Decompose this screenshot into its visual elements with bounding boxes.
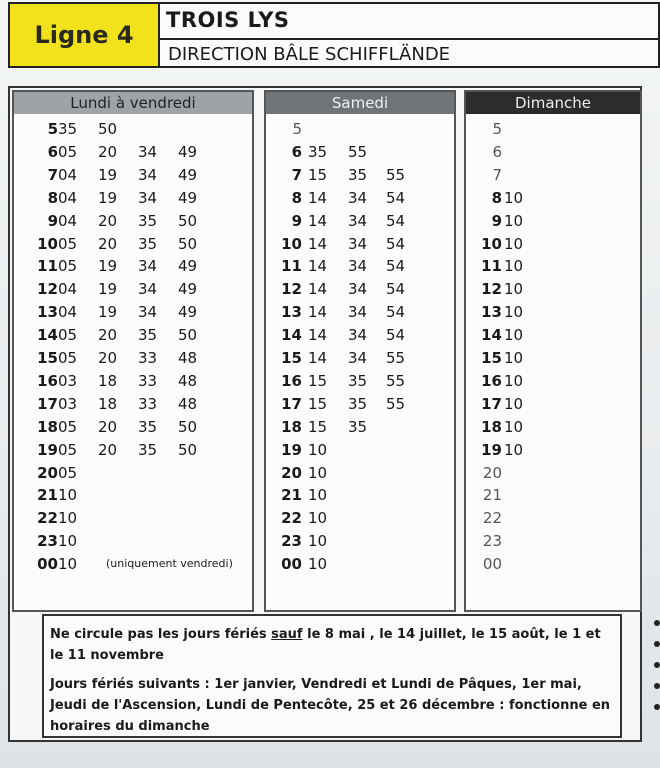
departure-minute: 35	[348, 165, 368, 184]
hour-label: 20	[37, 463, 58, 482]
bolt-icon	[654, 662, 660, 668]
schedule-row	[266, 441, 454, 463]
hour-label: 16	[281, 371, 302, 390]
departure-minute: 10	[308, 555, 328, 574]
schedule-row	[266, 509, 454, 531]
schedule-row	[466, 303, 640, 325]
bolt-icon	[654, 641, 660, 647]
bolt-icon	[654, 683, 660, 689]
schedule-row	[466, 349, 640, 371]
schedule-row	[14, 532, 252, 554]
hour-label: 9	[491, 211, 502, 230]
sunday-column	[464, 90, 642, 612]
schedule-row	[466, 326, 640, 348]
departure-minute: 20	[98, 440, 118, 459]
schedule-row	[14, 143, 252, 165]
schedule-row	[266, 143, 454, 165]
row-footnote: (uniquement vendredi)	[106, 557, 233, 571]
departure-minute: 14	[308, 257, 328, 276]
departure-minute: 48	[178, 349, 198, 367]
departure-minute: 35	[138, 440, 158, 459]
departure-minute: 14	[308, 280, 328, 299]
departure-minute: 10	[504, 188, 524, 207]
departure-minute: 10	[504, 371, 524, 390]
departure-minute: 04	[58, 303, 78, 322]
departure-minute: 55	[386, 394, 406, 413]
departure-minute: 50	[178, 326, 198, 345]
weekday-column	[12, 90, 254, 612]
departure-minute: 48	[178, 371, 198, 390]
departure-minute: 05	[58, 257, 78, 276]
schedule-row	[266, 257, 454, 279]
hour-label: 23	[281, 532, 302, 551]
hour-label: 10	[481, 234, 502, 253]
departure-minute: 54	[386, 257, 406, 276]
schedule-row	[466, 509, 640, 531]
departure-minute: 34	[138, 165, 158, 184]
hour-label: 15	[281, 349, 302, 367]
hour-label: 12	[37, 280, 58, 299]
hour-label: 8	[291, 188, 302, 207]
departure-minute: 05	[58, 349, 78, 367]
schedule-row	[466, 418, 640, 440]
schedule-row	[266, 555, 454, 577]
departure-minute: 49	[178, 280, 198, 299]
departure-minute: 34	[138, 280, 158, 299]
schedule-row	[466, 235, 640, 257]
schedule-row	[14, 303, 252, 325]
hour-label: 5	[292, 120, 302, 138]
schedule-row	[14, 441, 252, 463]
schedule-row	[14, 280, 252, 302]
schedule-row	[14, 257, 252, 279]
departure-minute: 10	[308, 532, 328, 551]
departure-minute: 34	[348, 280, 368, 299]
hour-label: 9	[291, 211, 302, 230]
departure-minute: 10	[504, 257, 524, 276]
hour-label: 14	[481, 326, 502, 345]
schedule-row	[14, 464, 252, 486]
departure-minute: 50	[178, 440, 198, 459]
departure-minute: 19	[98, 303, 118, 322]
departure-minute: 04	[58, 188, 78, 207]
hour-label: 6	[47, 142, 58, 161]
departure-minute: 10	[504, 234, 524, 253]
hour-label: 17	[481, 394, 502, 413]
schedule-row	[266, 303, 454, 325]
hour-label: 13	[281, 303, 302, 322]
departure-minute: 35	[308, 142, 328, 161]
departure-minute: 10	[58, 486, 78, 505]
hour-label: 13	[481, 303, 502, 322]
departure-minute: 14	[308, 211, 328, 230]
schedule-row	[466, 120, 640, 142]
schedule-row	[266, 372, 454, 394]
hour-label: 20	[281, 463, 302, 482]
departure-minute: 50	[98, 120, 118, 138]
schedule-row	[266, 280, 454, 302]
departure-minute: 33	[138, 349, 158, 367]
departure-minute: 20	[98, 326, 118, 345]
hour-label: 7	[47, 165, 58, 184]
hour-label: 18	[481, 417, 502, 436]
hour-label: 5	[492, 120, 502, 138]
schedule-row	[14, 326, 252, 348]
holiday-exception-note	[50, 624, 614, 666]
hour-label: 00	[281, 555, 302, 574]
schedule-row	[14, 509, 252, 531]
departure-minute: 54	[386, 211, 406, 230]
hour-label: 6	[291, 142, 302, 161]
saturday-column-title: Samedi	[266, 92, 454, 114]
schedule-row	[266, 532, 454, 554]
hour-label: 12	[281, 280, 302, 299]
departure-minute: 19	[98, 257, 118, 276]
schedule-row	[14, 372, 252, 394]
departure-minute: 35	[138, 417, 158, 436]
note-text: le 8 mai , le 14 juillet, le 15 août, le 1 et le 11 novembre	[50, 627, 601, 663]
departure-minute: 34	[138, 188, 158, 207]
schedule-row	[266, 212, 454, 234]
departure-minute: 20	[98, 234, 118, 253]
hour-label: 21	[281, 486, 302, 505]
hour-label: 18	[37, 417, 58, 436]
sunday-column-title: Dimanche	[466, 92, 640, 114]
departure-minute: 10	[504, 440, 524, 459]
hour-label: 19	[37, 440, 58, 459]
hour-label: 10	[37, 234, 58, 253]
departure-minute: 20	[98, 417, 118, 436]
departure-minute: 14	[308, 188, 328, 207]
schedule-row	[466, 280, 640, 302]
departure-minute: 10	[308, 440, 328, 459]
departure-minute: 34	[348, 211, 368, 230]
departure-minute: 55	[386, 349, 406, 367]
frame-bolts	[652, 620, 660, 730]
departure-minute: 14	[308, 234, 328, 253]
departure-minute: 35	[138, 326, 158, 345]
schedule-row	[466, 486, 640, 508]
schedule-row	[466, 532, 640, 554]
departure-minute: 35	[348, 394, 368, 413]
holiday-sunday-note: Jours fériés suivants : 1er janvier, Vendredi et Lundi de Pâques, 1er mai, Jeudi de l'Ascension, Lundi de Pentecôte, 25 et 26 décembre : fonctionne en horaires du dimanche	[50, 677, 611, 734]
hour-label: 23	[37, 532, 58, 551]
departure-minute: 19	[98, 280, 118, 299]
hour-label: 10	[281, 234, 302, 253]
departure-minute: 54	[386, 303, 406, 322]
direction-label: DIRECTION BÂLE SCHIFFLÄNDE	[168, 44, 451, 65]
schedule-row	[266, 235, 454, 257]
departure-minute: 49	[178, 257, 198, 276]
departure-minute: 54	[386, 188, 406, 207]
departure-minute: 10	[308, 509, 328, 528]
schedule-row	[14, 555, 252, 577]
departure-minute: 20	[98, 349, 118, 367]
schedule-row	[466, 212, 640, 234]
hour-label: 23	[482, 532, 502, 551]
departure-minute: 10	[504, 349, 524, 367]
departure-minute: 05	[58, 463, 78, 482]
schedule-row	[14, 189, 252, 211]
hour-label: 7	[291, 165, 302, 184]
schedule-row	[466, 395, 640, 417]
schedule-row	[14, 486, 252, 508]
departure-minute: 10	[308, 463, 328, 482]
departure-minute: 49	[178, 165, 198, 184]
departure-minute: 05	[58, 142, 78, 161]
departure-minute: 10	[58, 509, 78, 528]
schedule-row	[14, 349, 252, 371]
departure-minute: 34	[348, 188, 368, 207]
departure-minute: 05	[58, 326, 78, 345]
departure-minute: 49	[178, 142, 198, 161]
hour-label: 9	[47, 211, 58, 230]
departure-minute: 10	[504, 211, 524, 230]
departure-minute: 15	[308, 165, 328, 184]
departure-minute: 10	[58, 555, 78, 574]
schedule-row	[466, 441, 640, 463]
schedule-row	[266, 349, 454, 371]
departure-minute: 33	[138, 371, 158, 390]
departure-minute: 35	[58, 120, 78, 138]
departure-minute: 35	[138, 234, 158, 253]
schedule-row	[466, 372, 640, 394]
schedule-row	[14, 235, 252, 257]
note-text: Ne circule pas les jours fériés	[50, 627, 272, 642]
departure-minute: 54	[386, 234, 406, 253]
hour-label: 11	[281, 257, 302, 276]
departure-minute: 34	[348, 326, 368, 345]
departure-minute: 54	[386, 326, 406, 345]
departure-minute: 10	[308, 486, 328, 505]
hour-label: 16	[37, 371, 58, 390]
schedule-row	[266, 120, 454, 142]
hour-label: 22	[281, 509, 302, 528]
hour-label: 5	[47, 120, 58, 138]
hour-label: 20	[482, 463, 502, 482]
schedule-row	[14, 418, 252, 440]
departure-minute: 19	[98, 165, 118, 184]
departure-minute: 10	[504, 326, 524, 345]
hour-label: 6	[492, 142, 502, 161]
departure-minute: 34	[348, 257, 368, 276]
schedule-row	[14, 395, 252, 417]
schedule-row	[14, 212, 252, 234]
schedule-row	[266, 395, 454, 417]
bolt-icon	[654, 704, 660, 710]
schedule-row	[14, 120, 252, 142]
departure-minute: 50	[178, 211, 198, 230]
departure-minute: 34	[138, 303, 158, 322]
departure-minute: 05	[58, 440, 78, 459]
hour-label: 22	[37, 509, 58, 528]
schedule-row	[266, 464, 454, 486]
notes-box	[42, 614, 622, 738]
departure-minute: 19	[98, 188, 118, 207]
departure-minute: 35	[348, 371, 368, 390]
departure-minute: 04	[58, 211, 78, 230]
hour-label: 00	[482, 555, 502, 574]
departure-minute: 14	[308, 326, 328, 345]
departure-minute: 15	[308, 371, 328, 390]
line-label: Ligne 4	[10, 4, 160, 66]
departure-minute: 34	[138, 142, 158, 161]
timetable-header	[8, 2, 660, 68]
schedule-row	[466, 555, 640, 577]
departure-minute: 50	[178, 417, 198, 436]
hour-label: 21	[37, 486, 58, 505]
hour-label: 13	[37, 303, 58, 322]
departure-minute: 18	[98, 394, 118, 413]
bolt-icon	[654, 620, 660, 626]
schedule-row	[466, 464, 640, 486]
hour-label: 19	[481, 440, 502, 459]
hour-label: 22	[482, 509, 502, 528]
hour-label: 18	[281, 417, 302, 436]
departure-minute: 50	[178, 234, 198, 253]
schedule-row	[266, 326, 454, 348]
hour-label: 15	[37, 349, 58, 367]
hour-label: 16	[481, 371, 502, 390]
schedule-row	[466, 189, 640, 211]
saturday-column	[264, 90, 456, 612]
departure-minute: 10	[58, 532, 78, 551]
departure-minute: 14	[308, 303, 328, 322]
departure-minute: 15	[308, 417, 328, 436]
note-emphasis: sauf	[271, 627, 303, 642]
departure-minute: 14	[308, 349, 328, 367]
departure-minute: 10	[504, 280, 524, 299]
departure-minute: 33	[138, 394, 158, 413]
departure-minute: 35	[348, 417, 368, 436]
hour-label: 17	[281, 394, 302, 413]
schedule-row	[266, 166, 454, 188]
departure-minute: 10	[504, 394, 524, 413]
schedule-row	[466, 143, 640, 165]
departure-minute: 20	[98, 211, 118, 230]
schedule-row	[266, 418, 454, 440]
stop-name: TROIS LYS	[166, 8, 290, 32]
departure-minute: 34	[348, 234, 368, 253]
departure-minute: 54	[386, 280, 406, 299]
departure-minute: 55	[386, 165, 406, 184]
departure-minute: 10	[504, 303, 524, 322]
departure-minute: 10	[504, 417, 524, 436]
departure-minute: 05	[58, 234, 78, 253]
departure-minute: 18	[98, 371, 118, 390]
header-divider	[160, 38, 658, 40]
hour-label: 15	[481, 349, 502, 367]
departure-minute: 49	[178, 188, 198, 207]
departure-minute: 03	[58, 371, 78, 390]
schedule-row	[466, 257, 640, 279]
departure-minute: 34	[348, 349, 368, 367]
hour-label: 8	[47, 188, 58, 207]
hour-label: 7	[492, 165, 502, 184]
departure-minute: 15	[308, 394, 328, 413]
hour-label: 00	[37, 555, 58, 574]
departure-minute: 49	[178, 303, 198, 322]
schedule-row	[466, 166, 640, 188]
departure-minute: 03	[58, 394, 78, 413]
departure-minute: 34	[138, 257, 158, 276]
schedule-row	[14, 166, 252, 188]
hour-label: 14	[281, 326, 302, 345]
departure-minute: 20	[98, 142, 118, 161]
hour-label: 11	[37, 257, 58, 276]
departure-minute: 35	[138, 211, 158, 230]
hour-label: 19	[281, 440, 302, 459]
hour-label: 8	[491, 188, 502, 207]
departure-minute: 48	[178, 394, 198, 413]
hour-label: 11	[481, 257, 502, 276]
schedule-row	[266, 486, 454, 508]
departure-minute: 55	[348, 142, 368, 161]
departure-minute: 55	[386, 371, 406, 390]
departure-minute: 05	[58, 417, 78, 436]
departure-minute: 04	[58, 280, 78, 299]
hour-label: 12	[481, 280, 502, 299]
schedule-row	[266, 189, 454, 211]
departure-minute: 04	[58, 165, 78, 184]
departure-minute: 34	[348, 303, 368, 322]
hour-label: 14	[37, 326, 58, 345]
hour-label: 17	[37, 394, 58, 413]
weekday-column-title: Lundi à vendredi	[14, 92, 252, 114]
hour-label: 21	[482, 486, 502, 505]
